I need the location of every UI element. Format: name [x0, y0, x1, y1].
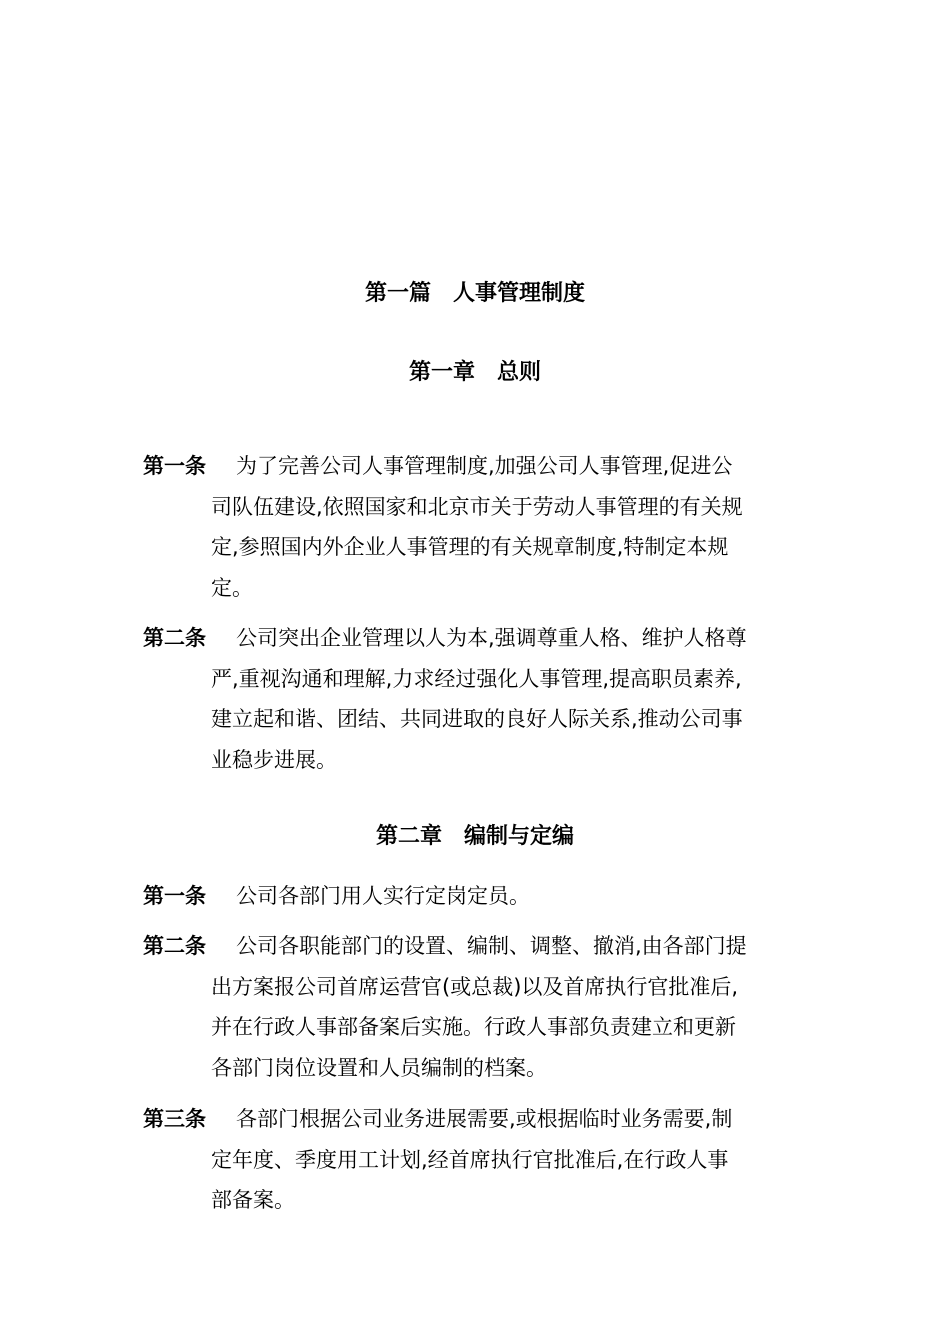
article-first-line: [143, 926, 808, 967]
article-label: 第二条: [143, 934, 206, 958]
article-text: 严,重视沟通和理解,力求经过强化人事管理,提高职员素养,: [211, 666, 742, 691]
article: [143, 876, 808, 917]
article-text: 部备案。: [211, 1188, 295, 1212]
article: [143, 926, 808, 1088]
article-text: 各部门岗位设置和人员编制的档案。: [211, 1055, 547, 1080]
article-label: 第一条: [143, 884, 206, 908]
article-label: 第三条: [143, 1107, 206, 1131]
article-text: 公司各部门用人实行定岗定员。: [236, 884, 530, 908]
article-first-line: [143, 876, 808, 917]
article: [143, 1099, 808, 1221]
chapter-title: 第二章 编制与定编: [375, 824, 574, 849]
article-text: 公司各职能部门的设置、编制、调整、撤消,由各部门提: [236, 934, 747, 958]
article-text: 建立起和谐、团结、共同进取的良好人际关系,推动公司事: [211, 707, 743, 731]
article-text: 并在行政人事部备案后实施。行政人事部负责建立和更新: [211, 1015, 736, 1039]
article-first-line: [143, 618, 808, 659]
article-first-line: [143, 446, 808, 487]
chapter-title: 第一章 总则: [408, 360, 541, 385]
article-text: 为了完善公司人事管理制度,加强公司人事管理,促进公: [236, 454, 733, 478]
article: [143, 618, 808, 780]
article-first-line: [143, 1099, 808, 1140]
article-label: 第二条: [143, 626, 206, 650]
article-text: 定,参照国内外企业人事管理的有关规章制度,特制定本规: [211, 535, 729, 559]
article-text: 各部门根据公司业务进展需要,或根据临时业务需要,制: [236, 1107, 733, 1131]
article-text: 定。: [211, 575, 253, 600]
article-text: 出方案报公司首席运营官(或总裁)以及首席执行官批准后,: [211, 974, 739, 999]
article-text: 业稳步进展。: [211, 747, 337, 772]
article: [143, 446, 808, 608]
article-text: 司队伍建设,依照国家和北京市关于劳动人事管理的有关规: [211, 494, 743, 519]
article-label: 第一条: [143, 454, 206, 478]
part-title: 第一篇 人事管理制度: [364, 281, 585, 306]
article-text: 公司突出企业管理以人为本,强调尊重人格、维护人格尊: [236, 626, 747, 650]
article-text: 定年度、季度用工计划,经首席执行官批准后,在行政人事: [211, 1147, 729, 1172]
